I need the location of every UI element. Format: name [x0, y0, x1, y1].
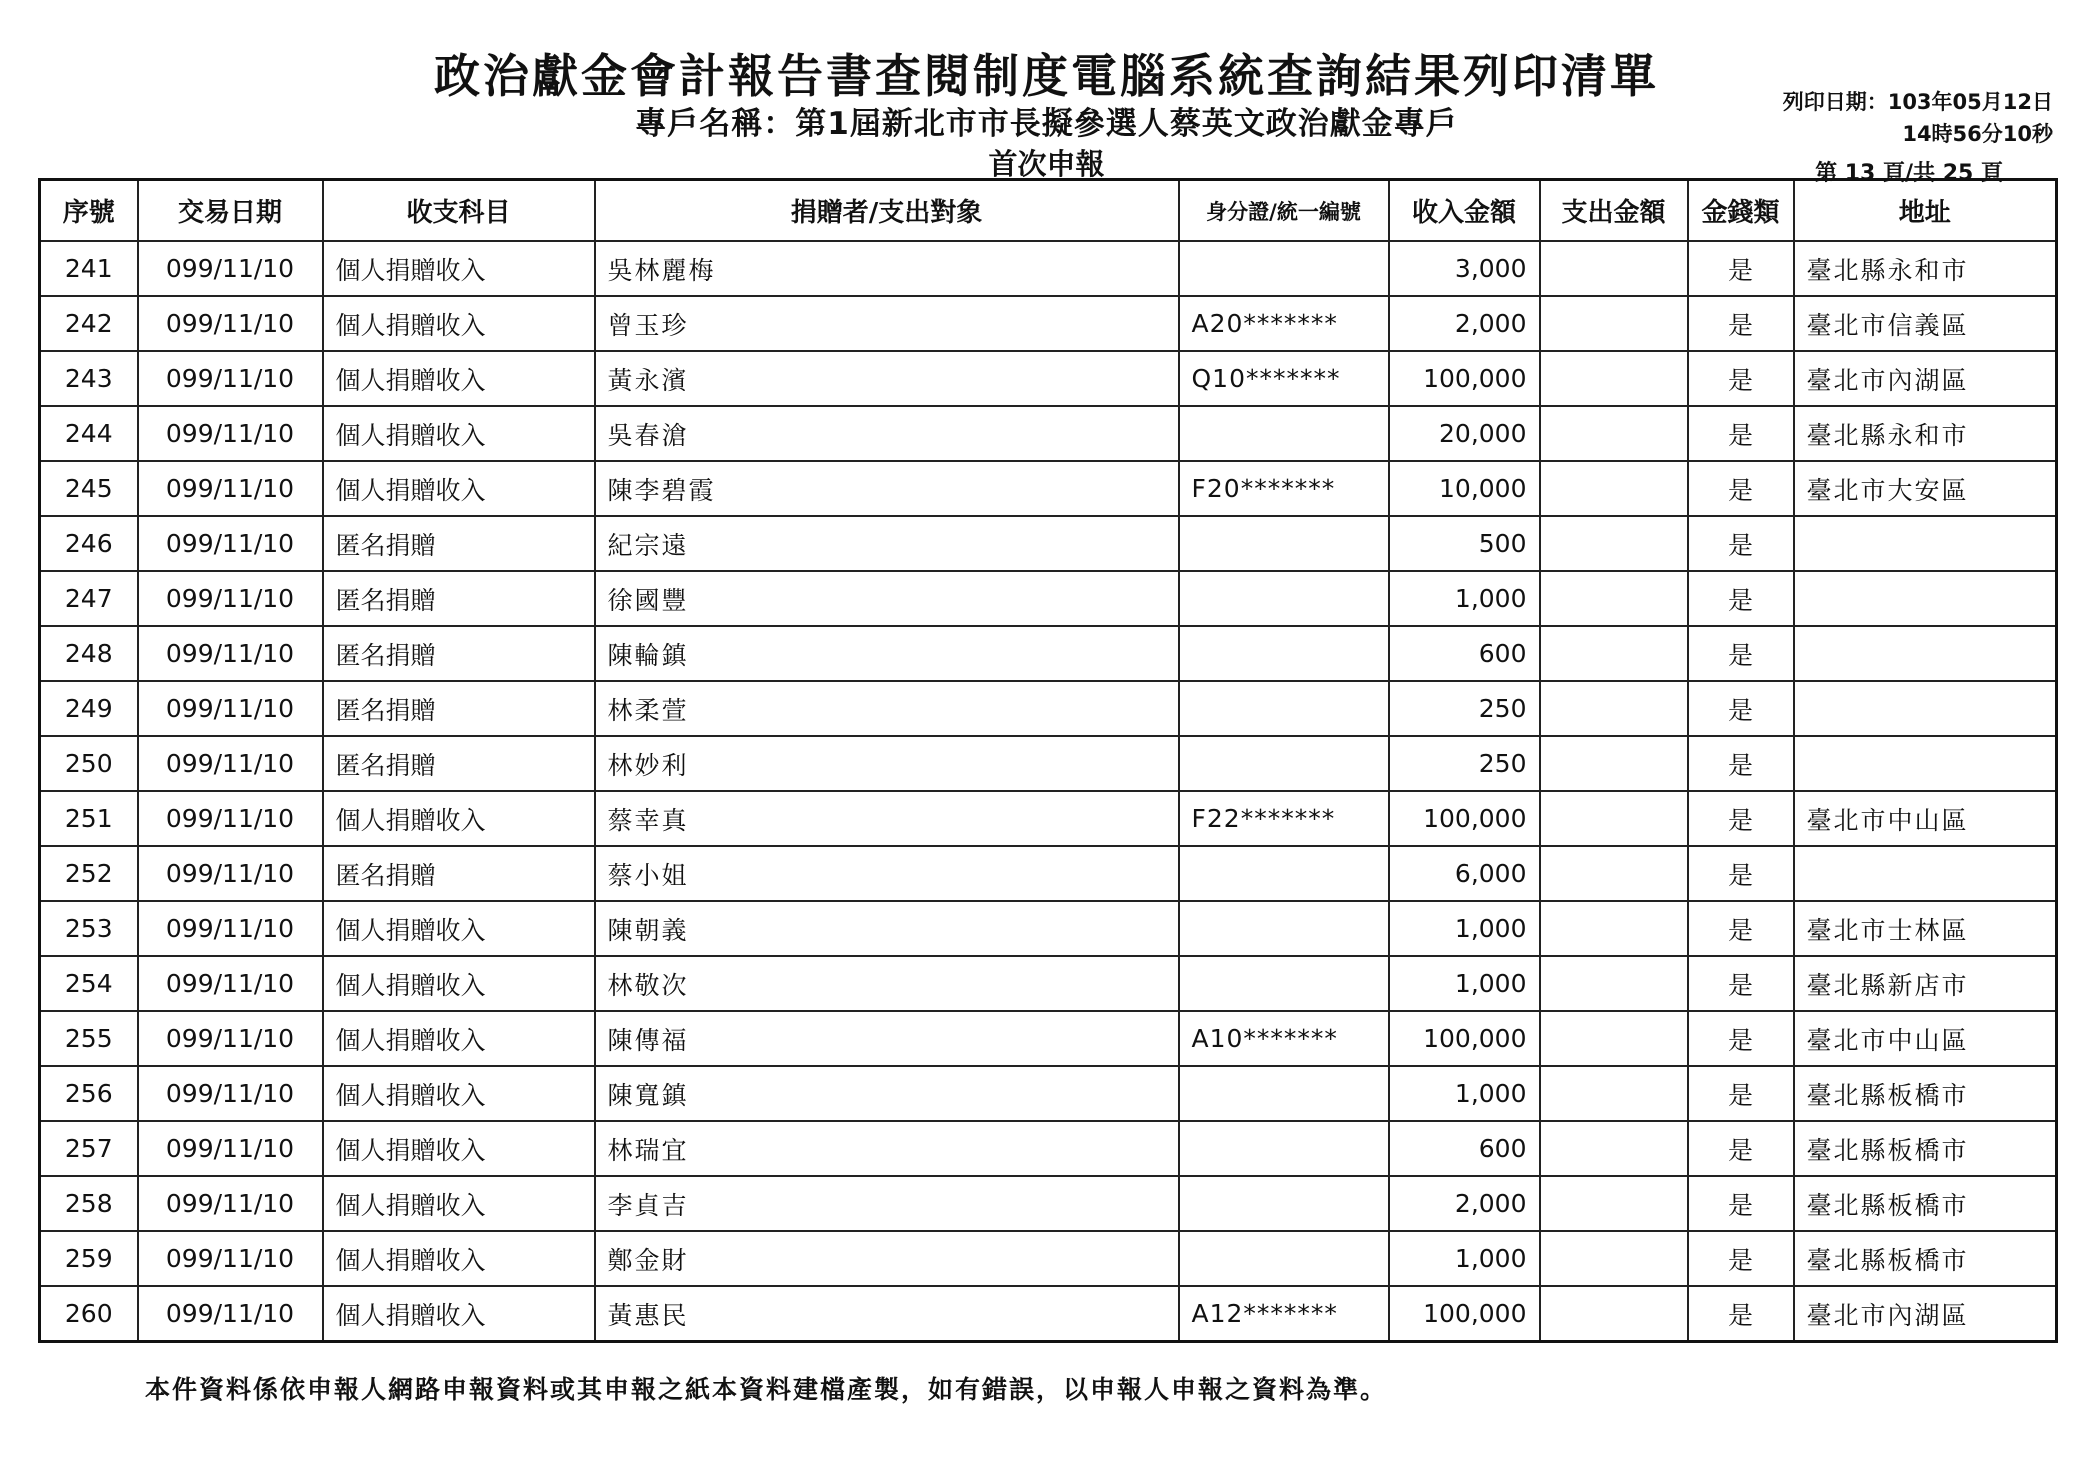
table-row [40, 1121, 2057, 1176]
col-header-address: 地址 [1794, 180, 2057, 242]
cell-cash: 是 [1688, 1066, 1794, 1121]
cell-id: A12******* [1179, 1286, 1389, 1342]
cell-expense [1540, 1231, 1688, 1286]
cell-income: 1,000 [1389, 901, 1540, 956]
cell-date: 099/11/10 [138, 846, 323, 901]
cell-date: 099/11/10 [138, 791, 323, 846]
cell-seq: 247 [40, 571, 138, 626]
cell-date: 099/11/10 [138, 626, 323, 681]
cell-address: 臺北縣永和市 [1794, 406, 2057, 461]
cell-address: 臺北市內湖區 [1794, 1286, 2057, 1342]
cell-donor: 陳輪鎮 [595, 626, 1179, 681]
cell-date: 099/11/10 [138, 406, 323, 461]
cell-date: 099/11/10 [138, 1176, 323, 1231]
cell-donor: 黃惠民 [595, 1286, 1179, 1342]
cell-address [1794, 516, 2057, 571]
cell-category: 個人捐贈收入 [323, 1286, 595, 1342]
cell-category: 匿名捐贈 [323, 736, 595, 791]
cell-cash: 是 [1688, 1011, 1794, 1066]
cell-address: 臺北市中山區 [1794, 791, 2057, 846]
cell-expense [1540, 901, 1688, 956]
col-header-seq: 序號 [40, 180, 138, 242]
print-date-day: 列印日期：103年05月12日 [1782, 90, 2053, 114]
table-row [40, 736, 2057, 791]
cell-date: 099/11/10 [138, 1231, 323, 1286]
table-row [40, 681, 2057, 736]
cell-date: 099/11/10 [138, 516, 323, 571]
cell-category: 個人捐贈收入 [323, 901, 595, 956]
col-header-cash: 金錢類 [1688, 180, 1794, 242]
cell-id [1179, 1066, 1389, 1121]
table-row [40, 1176, 2057, 1231]
cell-address [1794, 571, 2057, 626]
col-header-donor: 捐贈者/支出對象 [595, 180, 1179, 242]
cell-cash: 是 [1688, 681, 1794, 736]
cell-id: F22******* [1179, 791, 1389, 846]
cell-id [1179, 901, 1389, 956]
cell-donor: 蔡小姐 [595, 846, 1179, 901]
cell-category: 個人捐贈收入 [323, 1121, 595, 1176]
cell-seq: 257 [40, 1121, 138, 1176]
cell-date: 099/11/10 [138, 901, 323, 956]
cell-date: 099/11/10 [138, 461, 323, 516]
cell-donor: 黃永濱 [595, 351, 1179, 406]
cell-address [1794, 681, 2057, 736]
cell-id [1179, 1231, 1389, 1286]
cell-expense [1540, 1176, 1688, 1231]
cell-date: 099/11/10 [138, 736, 323, 791]
cell-donor: 紀宗遠 [595, 516, 1179, 571]
cell-donor: 徐國豐 [595, 571, 1179, 626]
table-row [40, 956, 2057, 1011]
cell-cash: 是 [1688, 901, 1794, 956]
cell-income: 500 [1389, 516, 1540, 571]
cell-date: 099/11/10 [138, 1286, 323, 1342]
cell-id [1179, 516, 1389, 571]
cell-category: 匿名捐贈 [323, 516, 595, 571]
cell-cash: 是 [1688, 1176, 1794, 1231]
cell-income: 250 [1389, 736, 1540, 791]
cell-income: 1,000 [1389, 1066, 1540, 1121]
cell-id: Q10******* [1179, 351, 1389, 406]
cell-expense [1540, 1011, 1688, 1066]
cell-income: 100,000 [1389, 791, 1540, 846]
table-body [40, 241, 2057, 1342]
cell-category: 個人捐贈收入 [323, 461, 595, 516]
cell-donor: 陳傳福 [595, 1011, 1179, 1066]
cell-id: A10******* [1179, 1011, 1389, 1066]
cell-seq: 244 [40, 406, 138, 461]
cell-cash: 是 [1688, 571, 1794, 626]
cell-date: 099/11/10 [138, 241, 323, 296]
cell-seq: 255 [40, 1011, 138, 1066]
table-row [40, 296, 2057, 351]
cell-income: 2,000 [1389, 1176, 1540, 1231]
cell-seq: 259 [40, 1231, 138, 1286]
donation-table [38, 178, 2058, 1343]
cell-seq: 251 [40, 791, 138, 846]
cell-address [1794, 626, 2057, 681]
table-row [40, 516, 2057, 571]
cell-expense [1540, 791, 1688, 846]
document-title: 政治獻金會計報告書查閱制度電腦系統查詢結果列印清單 [434, 49, 1659, 103]
cell-expense [1540, 626, 1688, 681]
col-header-id: 身分證/統一編號 [1179, 180, 1389, 242]
print-date [1783, 86, 2053, 150]
cell-donor: 陳李碧霞 [595, 461, 1179, 516]
cell-seq: 253 [40, 901, 138, 956]
cell-donor: 林瑞宜 [595, 1121, 1179, 1176]
cell-category: 匿名捐贈 [323, 626, 595, 681]
cell-income: 3,000 [1389, 241, 1540, 296]
cell-category: 個人捐贈收入 [323, 1176, 595, 1231]
cell-income: 600 [1389, 626, 1540, 681]
cell-cash: 是 [1688, 461, 1794, 516]
cell-address: 臺北市信義區 [1794, 296, 2057, 351]
cell-seq: 242 [40, 296, 138, 351]
cell-cash: 是 [1688, 406, 1794, 461]
cell-income: 2,000 [1389, 296, 1540, 351]
table-row [40, 461, 2057, 516]
cell-category: 個人捐贈收入 [323, 1011, 595, 1066]
cell-category: 個人捐贈收入 [323, 1066, 595, 1121]
cell-cash: 是 [1688, 846, 1794, 901]
cell-category: 個人捐贈收入 [323, 1231, 595, 1286]
cell-seq: 245 [40, 461, 138, 516]
table-row [40, 241, 2057, 296]
table-row [40, 626, 2057, 681]
cell-id [1179, 1121, 1389, 1176]
cell-address: 臺北縣板橋市 [1794, 1121, 2057, 1176]
cell-cash: 是 [1688, 1231, 1794, 1286]
footnote: 本件資料係依申報人網路申報資料或其申報之紙本資料建檔產製，如有錯誤，以申報人申報之資料為準。 [145, 1375, 1388, 1404]
cell-id [1179, 626, 1389, 681]
cell-id [1179, 571, 1389, 626]
cell-seq: 241 [40, 241, 138, 296]
cell-expense [1540, 1121, 1688, 1176]
cell-donor: 林柔萱 [595, 681, 1179, 736]
cell-expense [1540, 241, 1688, 296]
cell-income: 100,000 [1389, 1011, 1540, 1066]
cell-income: 600 [1389, 1121, 1540, 1176]
cell-id: A20******* [1179, 296, 1389, 351]
cell-id: F20******* [1179, 461, 1389, 516]
cell-id [1179, 736, 1389, 791]
cell-seq: 249 [40, 681, 138, 736]
cell-donor: 陳朝義 [595, 901, 1179, 956]
cell-category: 匿名捐贈 [323, 681, 595, 736]
cell-expense [1540, 516, 1688, 571]
cell-income: 1,000 [1389, 1231, 1540, 1286]
cell-date: 099/11/10 [138, 956, 323, 1011]
cell-cash: 是 [1688, 351, 1794, 406]
cell-category: 匿名捐贈 [323, 571, 595, 626]
cell-expense [1540, 846, 1688, 901]
cell-expense [1540, 351, 1688, 406]
cell-id [1179, 406, 1389, 461]
cell-income: 100,000 [1389, 1286, 1540, 1342]
table-row [40, 571, 2057, 626]
cell-cash: 是 [1688, 736, 1794, 791]
cell-date: 099/11/10 [138, 1121, 323, 1176]
cell-donor: 蔡幸真 [595, 791, 1179, 846]
cell-address: 臺北縣永和市 [1794, 241, 2057, 296]
cell-seq: 250 [40, 736, 138, 791]
col-header-date: 交易日期 [138, 180, 323, 242]
cell-address: 臺北市中山區 [1794, 1011, 2057, 1066]
cell-address: 臺北縣板橋市 [1794, 1231, 2057, 1286]
cell-cash: 是 [1688, 516, 1794, 571]
print-date-time: 14時56分10秒 [1902, 122, 2053, 146]
cell-expense [1540, 956, 1688, 1011]
cell-cash: 是 [1688, 626, 1794, 681]
cell-id [1179, 1176, 1389, 1231]
cell-income: 250 [1389, 681, 1540, 736]
cell-date: 099/11/10 [138, 681, 323, 736]
cell-donor: 林妙利 [595, 736, 1179, 791]
cell-donor: 吳春滄 [595, 406, 1179, 461]
cell-address: 臺北縣板橋市 [1794, 1176, 2057, 1231]
cell-date: 099/11/10 [138, 351, 323, 406]
cell-category: 個人捐贈收入 [323, 351, 595, 406]
cell-donor: 林敬次 [595, 956, 1179, 1011]
cell-donor: 吳林麗梅 [595, 241, 1179, 296]
cell-seq: 243 [40, 351, 138, 406]
cell-seq: 260 [40, 1286, 138, 1342]
cell-category: 個人捐贈收入 [323, 241, 595, 296]
table-row [40, 1011, 2057, 1066]
cell-seq: 258 [40, 1176, 138, 1231]
cell-income: 6,000 [1389, 846, 1540, 901]
cell-date: 099/11/10 [138, 571, 323, 626]
cell-income: 1,000 [1389, 956, 1540, 1011]
table-row [40, 351, 2057, 406]
cell-income: 100,000 [1389, 351, 1540, 406]
cell-seq: 252 [40, 846, 138, 901]
cell-address: 臺北縣板橋市 [1794, 1066, 2057, 1121]
col-header-category: 收支科目 [323, 180, 595, 242]
cell-seq: 246 [40, 516, 138, 571]
cell-income: 10,000 [1389, 461, 1540, 516]
cell-category: 匿名捐贈 [323, 846, 595, 901]
table-header-row [40, 180, 2057, 242]
cell-date: 099/11/10 [138, 1011, 323, 1066]
cell-cash: 是 [1688, 1121, 1794, 1176]
cell-category: 個人捐贈收入 [323, 791, 595, 846]
table-row [40, 1231, 2057, 1286]
cell-expense [1540, 571, 1688, 626]
cell-address: 臺北市大安區 [1794, 461, 2057, 516]
cell-donor: 陳寬鎮 [595, 1066, 1179, 1121]
cell-expense [1540, 296, 1688, 351]
cell-expense [1540, 1286, 1688, 1342]
cell-seq: 248 [40, 626, 138, 681]
cell-donor: 李貞吉 [595, 1176, 1179, 1231]
table-row [40, 791, 2057, 846]
cell-cash: 是 [1688, 241, 1794, 296]
table-row [40, 1066, 2057, 1121]
cell-id [1179, 681, 1389, 736]
cell-id [1179, 846, 1389, 901]
cell-seq: 256 [40, 1066, 138, 1121]
cell-category: 個人捐贈收入 [323, 406, 595, 461]
cell-address [1794, 846, 2057, 901]
cell-address: 臺北縣新店市 [1794, 956, 2057, 1011]
table-row [40, 406, 2057, 461]
cell-id [1179, 956, 1389, 1011]
cell-donor: 曾玉珍 [595, 296, 1179, 351]
cell-expense [1540, 736, 1688, 791]
cell-address: 臺北市內湖區 [1794, 351, 2057, 406]
col-header-income: 收入金額 [1389, 180, 1540, 242]
table-row [40, 846, 2057, 901]
cell-cash: 是 [1688, 791, 1794, 846]
cell-address [1794, 736, 2057, 791]
table-row [40, 1286, 2057, 1342]
cell-category: 個人捐贈收入 [323, 296, 595, 351]
col-header-expense: 支出金額 [1540, 180, 1688, 242]
cell-income: 1,000 [1389, 571, 1540, 626]
account-name: 專戶名稱：第1屆新北市市長擬參選人蔡英文政治獻金專戶 [635, 106, 1458, 142]
cell-donor: 鄭金財 [595, 1231, 1179, 1286]
report-type: 首次申報 [988, 147, 1105, 181]
cell-seq: 254 [40, 956, 138, 1011]
cell-cash: 是 [1688, 956, 1794, 1011]
cell-category: 個人捐贈收入 [323, 956, 595, 1011]
table-row [40, 901, 2057, 956]
cell-expense [1540, 1066, 1688, 1121]
page-info: 第 13 頁/共 25 頁 [1815, 161, 2003, 186]
cell-address: 臺北市士林區 [1794, 901, 2057, 956]
cell-date: 099/11/10 [138, 1066, 323, 1121]
cell-cash: 是 [1688, 296, 1794, 351]
cell-expense [1540, 406, 1688, 461]
cell-expense [1540, 681, 1688, 736]
cell-expense [1540, 461, 1688, 516]
cell-cash: 是 [1688, 1286, 1794, 1342]
cell-income: 20,000 [1389, 406, 1540, 461]
cell-date: 099/11/10 [138, 296, 323, 351]
cell-id [1179, 241, 1389, 296]
